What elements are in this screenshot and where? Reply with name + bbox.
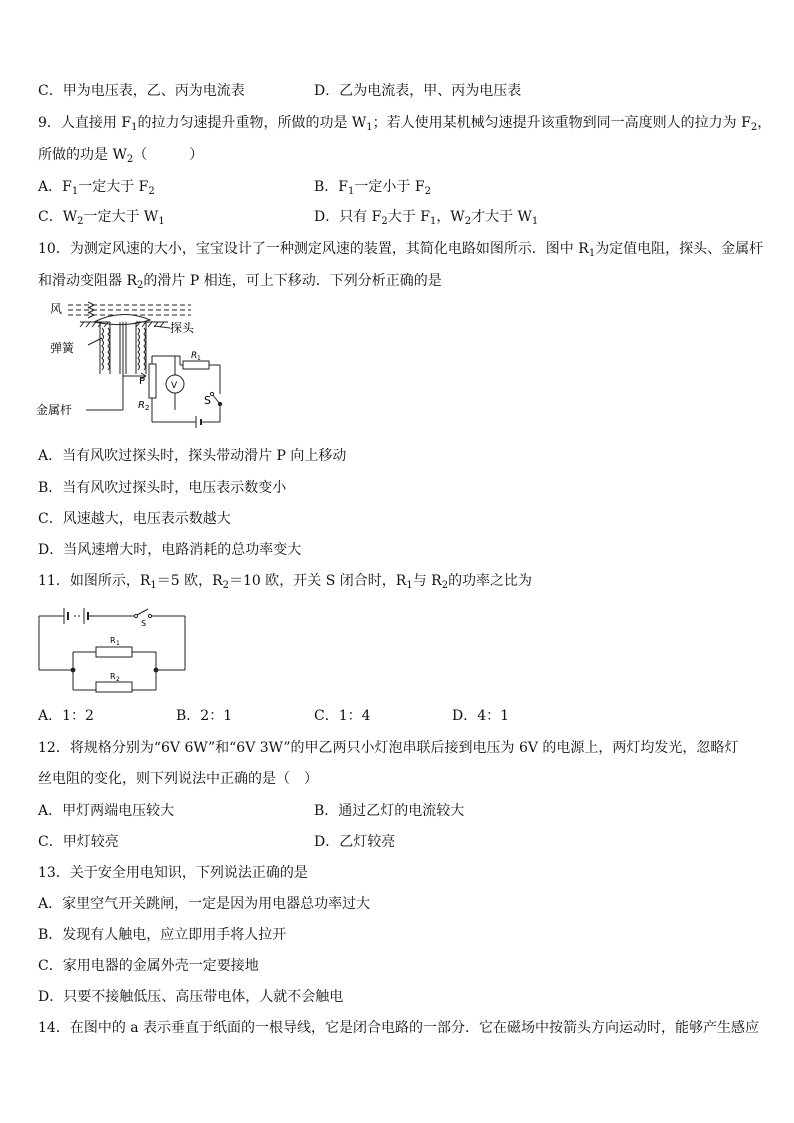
q14-stem: 14．在图中的 a 表示垂直于纸面的一根导线，它是闭合电路的一部分．它在磁场中按箭头方向运动时，能够产生感应 — [38, 1020, 760, 1036]
metal-rod-label: 金属杆 — [36, 403, 73, 417]
q11-parallel-circuit-figure — [38, 602, 188, 694]
q9-stem-line1: 9．人直接用 $F_1$的拉力匀速提升重物，所做的功是 $W_1$；若人使用某机械匀速提升该重物到同一高度则人的拉力为 $F_2$， — [38, 115, 772, 133]
r2-label: R — [110, 672, 116, 681]
q9-option-d: D．只有 $F_2$大于 $F_1$，$W_2$才大于 $W_1$ — [314, 209, 539, 227]
q10-option-b: B．当有风吹过探头时，电压表示数变小 — [38, 480, 287, 496]
r1-label: R — [110, 636, 116, 645]
q12-option-a: A．甲灯两端电压较大 — [38, 803, 175, 819]
q13-option-c: C．家用电器的金属外壳一定要接地 — [38, 958, 259, 974]
q12-option-d: D．乙灯较亮 — [314, 834, 396, 850]
q9-stem-line2: 所做的功是 $W_2$（ ） — [38, 147, 204, 165]
q12-stem-line2: 丝电阻的变化，则下列说法中正确的是（ ） — [38, 771, 318, 787]
spring-label: 弹簧 — [50, 341, 75, 355]
r2-sub: 2 — [145, 404, 150, 412]
voltmeter-label: V — [171, 381, 178, 391]
q10-wind-speed-circuit-figure — [36, 298, 236, 430]
q10-option-a: A．当有风吹过探头时，探头带动滑片 P 向上移动 — [38, 448, 347, 464]
q12-option-c: C．甲灯较亮 — [38, 834, 119, 850]
switch-s-label: S — [141, 619, 147, 628]
q9-option-b: B．$F_1$一定小于 $F_2$ — [314, 179, 431, 197]
q13-option-b: B．发现有人触电，应立即用手将人拉开 — [38, 927, 287, 943]
q11-option-a: A．1：2 — [38, 708, 94, 724]
q11-option-b: B．2：1 — [176, 708, 233, 724]
q10-stem-line2: 和滑动变阻器 $R_2$的滑片 P 相连，可上下移动．下列分析正确的是 — [38, 273, 442, 291]
r1-sub: 1 — [197, 355, 201, 362]
q11-stem: 11．如图所示，$R_1=5$ 欧，$R_2=10$ 欧，开关 S 闭合时，$R_1$与 $R_2$的功率之比为 — [38, 573, 533, 591]
q13-stem: 13．关于安全用电知识，下列说法正确的是 — [38, 865, 308, 881]
switch-s-label: S — [204, 394, 211, 407]
q13-option-d: D．只要不接触低压、高压带电体，人就不会触电 — [38, 989, 344, 1005]
q8-option-c: C．甲为电压表，乙、丙为电流表 — [38, 83, 245, 99]
r2-label: R — [138, 400, 145, 411]
q10-option-d: D．当风速增大时，电路消耗的总功率变大 — [38, 542, 302, 558]
wind-label: 风 — [50, 302, 63, 316]
probe-label: 探头 — [170, 321, 195, 335]
q12-stem-line1: 12．将规格分别为“6V 6W”和“6V 3W”的甲乙两只小灯泡串联后接到电压为 6V 的电源上，两灯均发光，忽略灯 — [38, 740, 739, 756]
q11-option-c: C．1：4 — [314, 708, 371, 724]
q8-option-d: D．乙为电流表，甲、丙为电压表 — [314, 83, 522, 99]
q9-option-c: C．$W_2$一定大于 $W_1$ — [38, 209, 165, 227]
r1-label: R — [191, 351, 198, 361]
q10-stem-line1: 10．为测定风速的大小，宝宝设计了一种测定风速的装置，其简化电路如图所示．图中 $R_1$为定值电阻，探头、金属杆 — [38, 241, 764, 259]
r1-sub: 1 — [116, 640, 120, 647]
q11-option-d: D．4：1 — [452, 708, 510, 724]
q12-option-b: B．通过乙灯的电流较大 — [314, 803, 465, 819]
q13-option-a: A．家里空气开关跳闸，一定是因为用电器总功率过大 — [38, 896, 371, 912]
q10-option-c: C．风速越大，电压表示数越大 — [38, 511, 231, 527]
r2-sub: 2 — [116, 676, 120, 683]
q9-option-a: A．$F_1$一定大于 $F_2$ — [38, 179, 155, 197]
slider-p-label: P — [139, 376, 146, 387]
